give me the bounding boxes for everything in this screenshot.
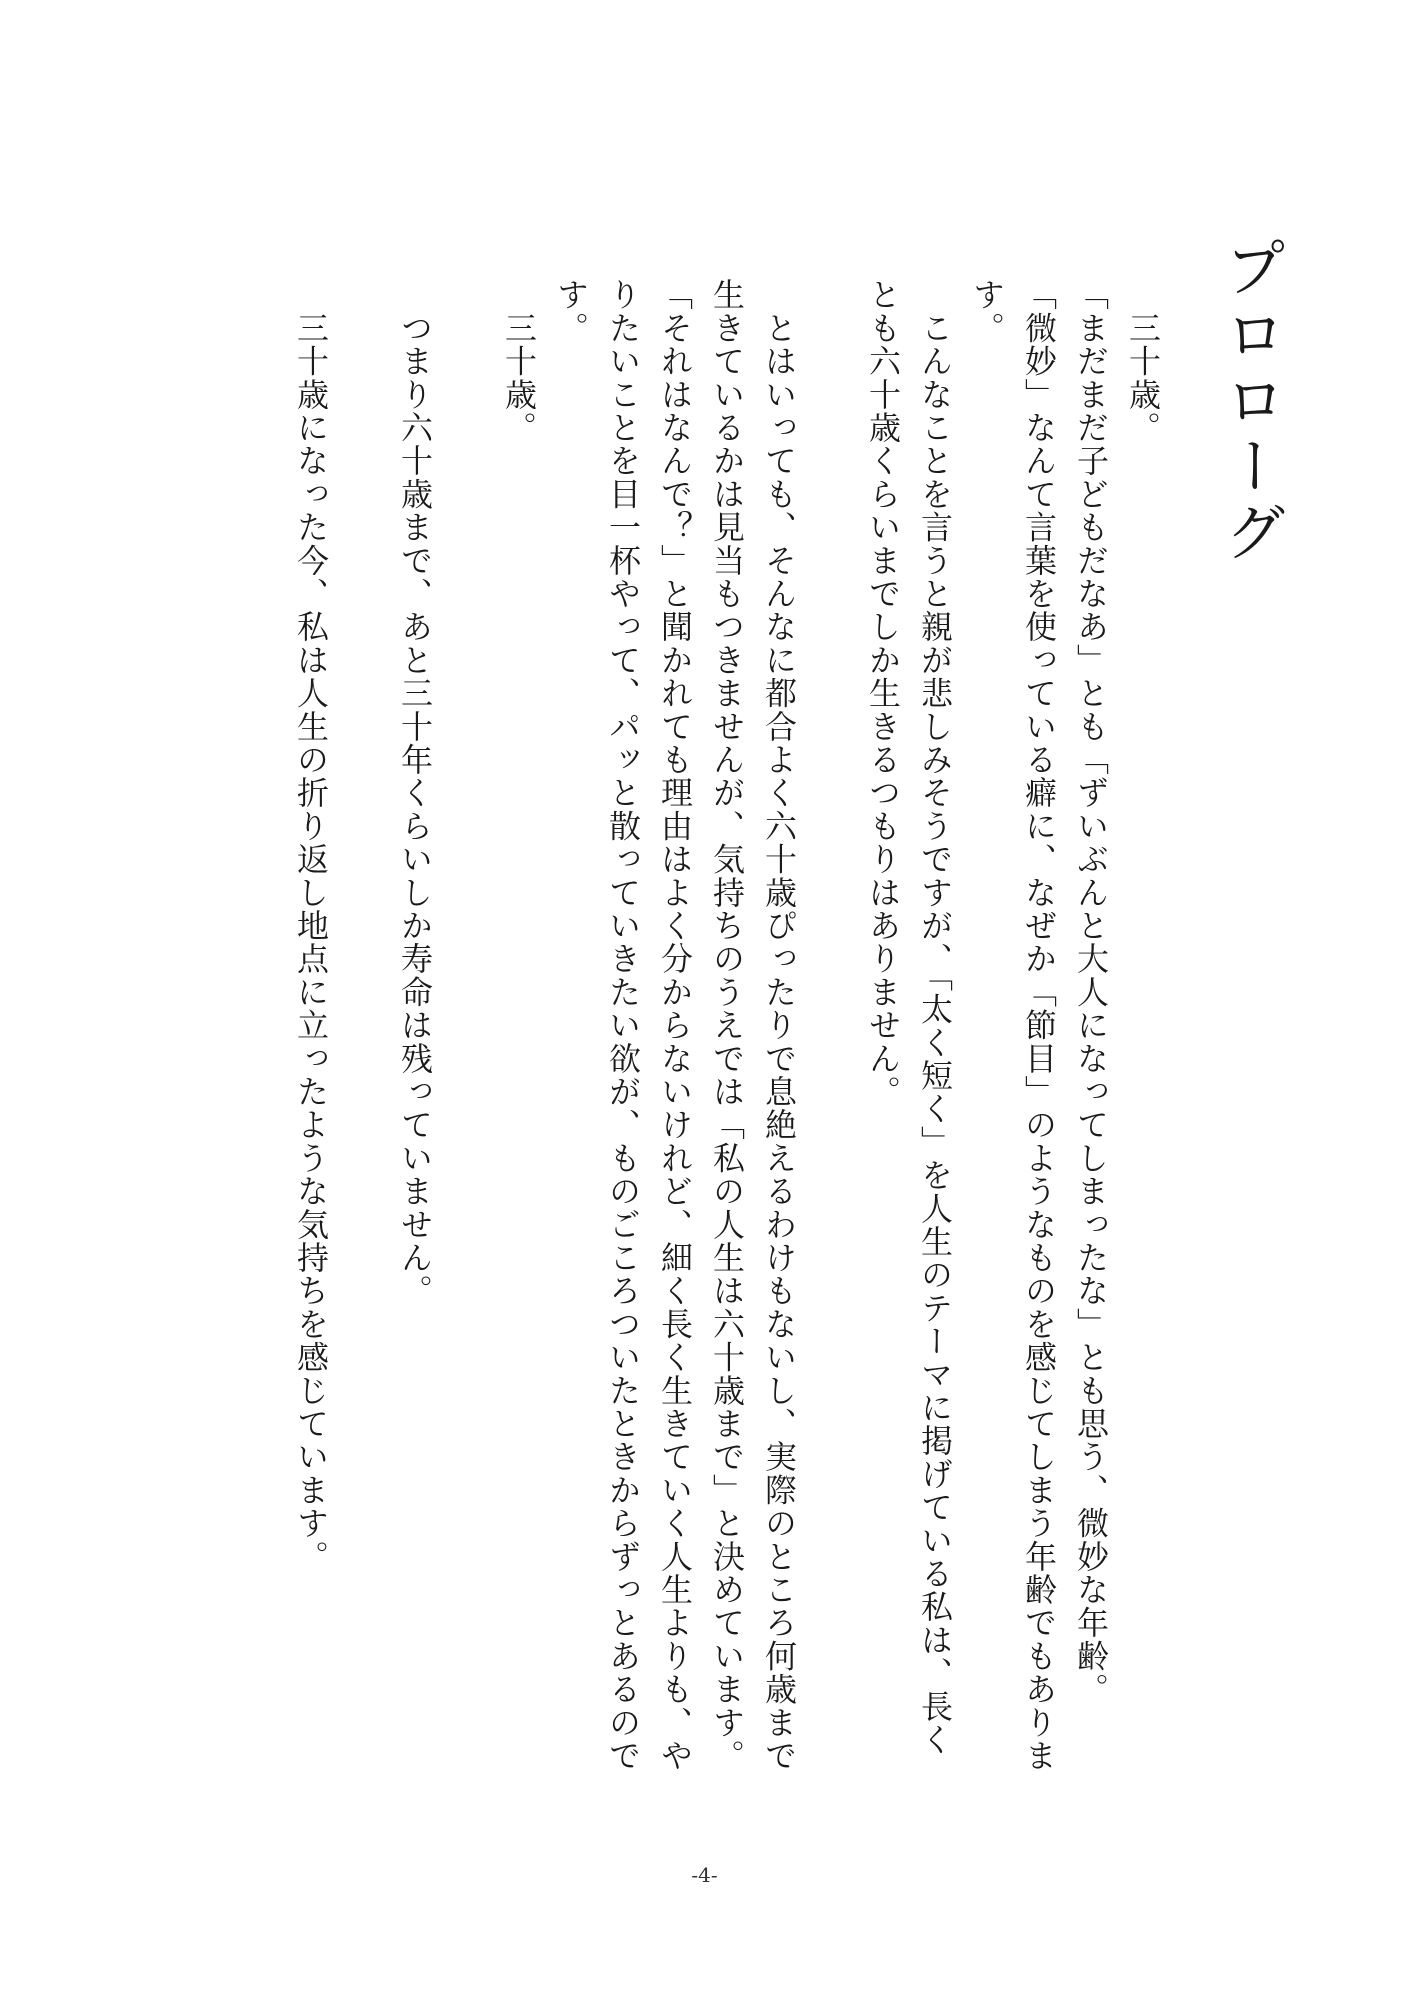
paragraph: 「それはなんで？」と聞かれても理由はよく分からないけれど、細く長く生きていく人生よりも、やりたいことを目一杯やって、パッと散っていきたい欲が、ものごころついたときからずっとあるのです。 xyxy=(552,278,694,1772)
paragraph: 三十歳になった今、私は人生の折り返し地点に立ったような気持ちを感じています。 xyxy=(292,278,330,1573)
chapter-title: プロローグ xyxy=(1214,236,1287,566)
paragraph: つまり六十歳まで、あと三十年くらいしか寿命は残っていません。 xyxy=(396,278,434,1308)
paragraph: こんなことを言うと親が悲しみそうですが、「太く短く」を人生のテーマに掲げている私は、長くとも六十歳くらいまでしか生きるつもりはありません。 xyxy=(864,278,954,1756)
page-number: -4- xyxy=(691,1863,718,1887)
body-text xyxy=(109,278,1169,1778)
paragraph: 三十歳。 xyxy=(1124,278,1162,444)
paragraph: 「微妙」なんて言葉を使っている癖に、なぜか「節目」のようなものを感じてしまう年齢でもあります。 xyxy=(968,278,1058,1772)
paragraph: 「まだまだ子どもだなあ」とも「ずいぶんと大人になってしまったな」とも思う、微妙な年齢。 xyxy=(1072,278,1110,1706)
paragraph: 三十歳。 xyxy=(500,278,538,444)
paragraph: とはいっても、そんなに都合よく六十歳ぴったりで息絶えるわけもないし、実際のところ何歳まで生きているかは見当もつきませんが、気持ちのうえでは「私の人生は六十歳まで」と決めています。 xyxy=(708,278,798,1772)
